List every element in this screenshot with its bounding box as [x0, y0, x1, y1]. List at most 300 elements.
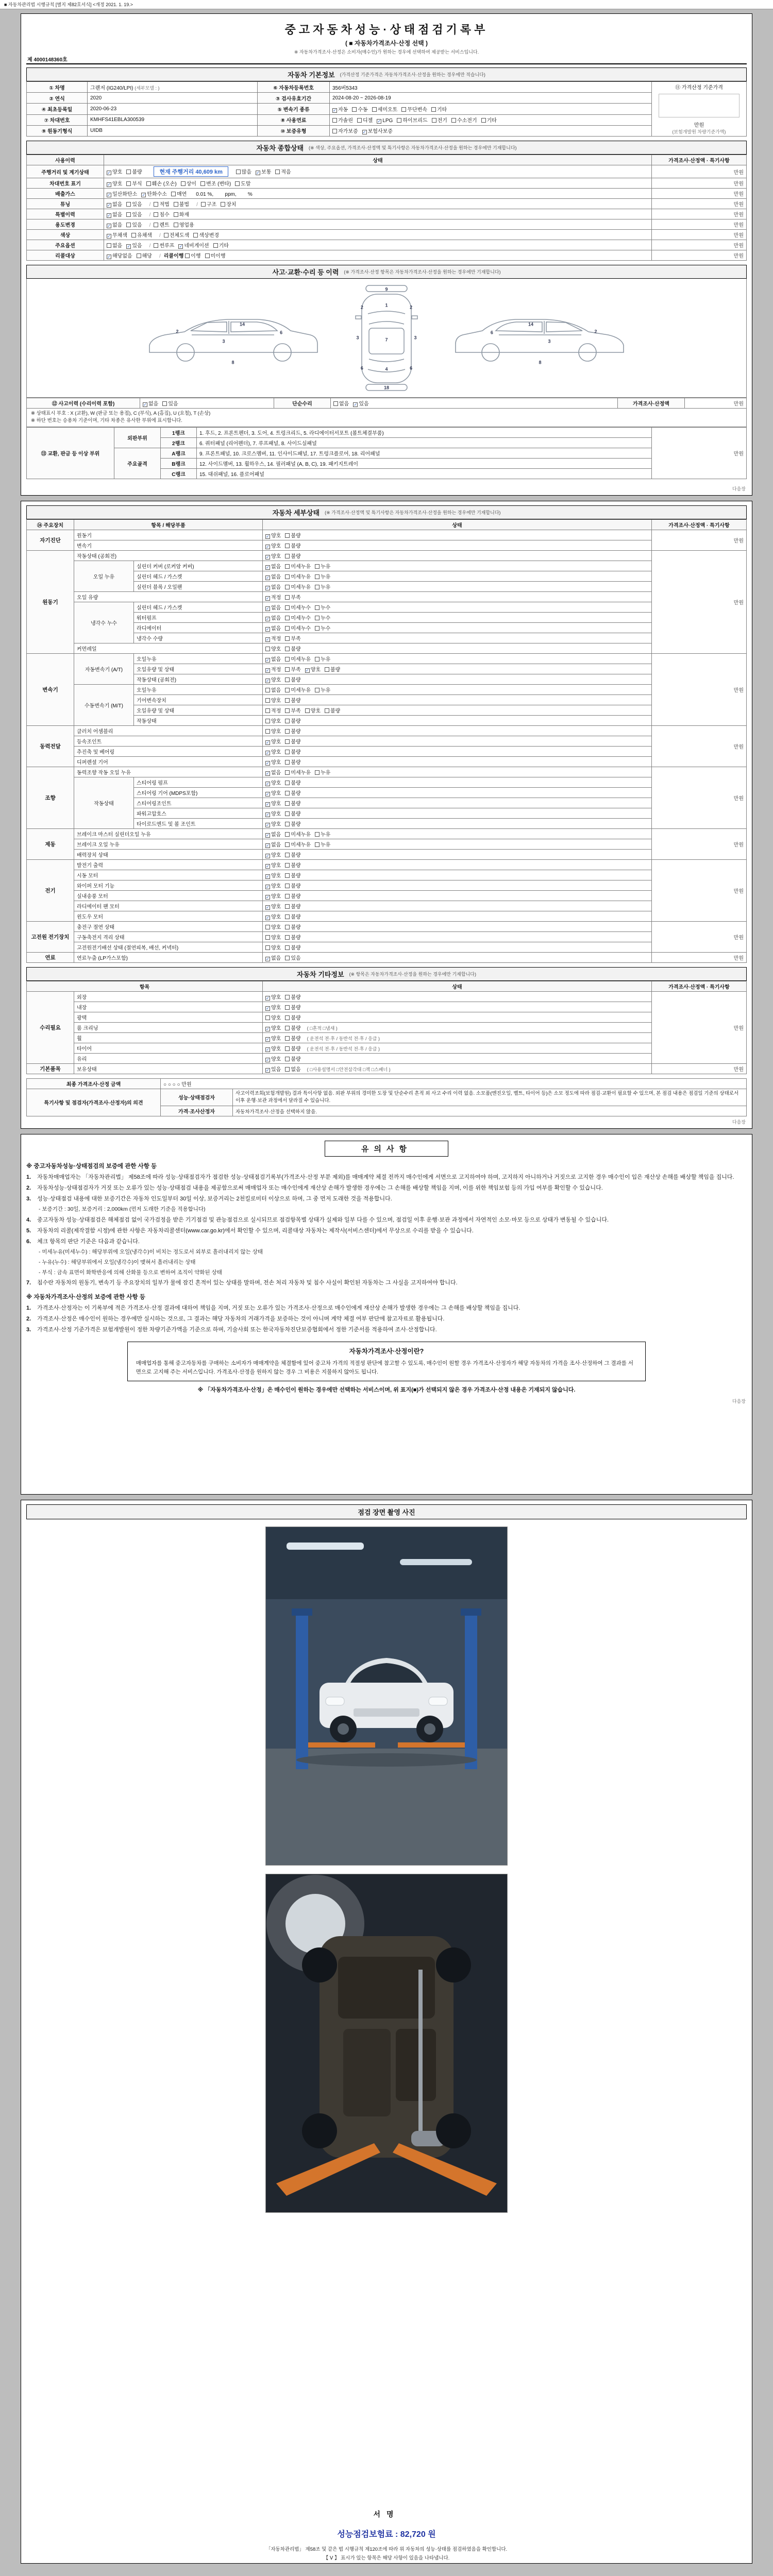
checkbox-option[interactable]: [265, 1034, 281, 1042]
checkbox-option[interactable]: [154, 200, 169, 208]
checkbox-option[interactable]: [285, 552, 300, 560]
checkbox-icon[interactable]: [372, 107, 377, 112]
checkbox-option[interactable]: [265, 706, 281, 714]
checkbox-option[interactable]: [265, 933, 281, 941]
checkbox-option[interactable]: [332, 127, 358, 134]
checkbox-option[interactable]: [432, 116, 447, 124]
checkbox-option[interactable]: [265, 665, 281, 673]
checkbox-option[interactable]: [265, 624, 281, 632]
checkbox-option[interactable]: [126, 221, 142, 228]
checkbox-icon[interactable]: [205, 253, 210, 258]
checkbox-option[interactable]: [285, 686, 311, 693]
checkbox-icon[interactable]: [332, 129, 337, 133]
checkbox-option[interactable]: [265, 727, 281, 735]
checkbox-option[interactable]: [235, 179, 250, 187]
checkbox-option[interactable]: [174, 210, 189, 218]
checkbox-icon[interactable]: [174, 212, 178, 217]
checkbox-icon[interactable]: [162, 401, 167, 406]
checkbox-icon[interactable]: [285, 914, 290, 919]
checkbox-icon[interactable]: [315, 564, 320, 569]
checkbox-option[interactable]: [285, 778, 300, 786]
checkbox-option[interactable]: [401, 105, 427, 113]
checkbox-icon[interactable]: ✓: [266, 626, 270, 632]
checkbox-icon[interactable]: [131, 233, 136, 238]
checkbox-option[interactable]: [285, 541, 300, 549]
checkbox-option[interactable]: [397, 116, 427, 124]
checkbox-option[interactable]: [162, 399, 178, 407]
checkbox-option[interactable]: [285, 1013, 300, 1021]
checkbox-option[interactable]: [265, 912, 281, 920]
checkbox-option[interactable]: [107, 221, 122, 228]
checkbox-icon[interactable]: [265, 708, 270, 713]
checkbox-icon[interactable]: ✓: [377, 119, 381, 124]
checkbox-option[interactable]: [141, 190, 167, 197]
checkbox-option[interactable]: [315, 624, 330, 632]
checkbox-option[interactable]: [481, 116, 497, 124]
checkbox-icon[interactable]: ✓: [266, 833, 270, 838]
checkbox-option[interactable]: [265, 593, 281, 601]
checkbox-icon[interactable]: [265, 945, 270, 950]
checkbox-icon[interactable]: [265, 688, 270, 692]
checkbox-icon[interactable]: [305, 708, 310, 713]
checkbox-icon[interactable]: [285, 657, 290, 662]
checkbox-icon[interactable]: [285, 544, 290, 548]
checkbox-option[interactable]: [285, 706, 300, 714]
checkbox-icon[interactable]: [285, 647, 290, 651]
checkbox-icon[interactable]: [285, 884, 290, 888]
checkbox-icon[interactable]: [126, 181, 131, 186]
checkbox-option[interactable]: [265, 993, 281, 1001]
checkbox-option[interactable]: [285, 696, 300, 704]
checkbox-icon[interactable]: [315, 832, 320, 837]
checkbox-option[interactable]: [265, 1013, 281, 1021]
checkbox-option[interactable]: [107, 251, 132, 259]
checkbox-icon[interactable]: [285, 1015, 290, 1020]
checkbox-icon[interactable]: [193, 233, 198, 238]
checkbox-option[interactable]: [265, 902, 281, 910]
checkbox-icon[interactable]: ✓: [266, 750, 270, 755]
checkbox-icon[interactable]: ✓: [266, 915, 270, 920]
checkbox-icon[interactable]: [285, 832, 290, 837]
checkbox-option[interactable]: [285, 665, 300, 673]
checkbox-option[interactable]: [285, 1055, 300, 1062]
checkbox-icon[interactable]: [285, 904, 290, 909]
checkbox-icon[interactable]: ✓: [266, 534, 270, 539]
checkbox-icon[interactable]: [137, 253, 141, 258]
checkbox-option[interactable]: [200, 179, 231, 187]
checkbox-icon[interactable]: ✓: [266, 637, 270, 642]
checkbox-option[interactable]: [305, 706, 321, 714]
checkbox-option[interactable]: [265, 1055, 281, 1062]
checkbox-icon[interactable]: [285, 822, 290, 826]
checkbox-icon[interactable]: ✓: [127, 244, 131, 249]
checkbox-icon[interactable]: [325, 667, 329, 672]
checkbox-icon[interactable]: [265, 719, 270, 723]
checkbox-option[interactable]: [265, 923, 281, 930]
checkbox-icon[interactable]: ✓: [266, 760, 270, 766]
checkbox-option[interactable]: [265, 789, 281, 796]
next-page-link[interactable]: 다음장: [732, 1399, 746, 1404]
checkbox-icon[interactable]: [332, 118, 337, 123]
checkbox-option[interactable]: [285, 727, 300, 735]
checkbox-icon[interactable]: ✓: [266, 1047, 270, 1052]
checkbox-option[interactable]: [285, 562, 311, 570]
checkbox-icon[interactable]: ✓: [266, 956, 270, 961]
checkbox-option[interactable]: [193, 231, 219, 239]
checkbox-icon[interactable]: ✓: [266, 554, 270, 560]
checkbox-option[interactable]: [131, 231, 152, 239]
checkbox-icon[interactable]: [315, 657, 320, 662]
checkbox-icon[interactable]: ✓: [266, 575, 270, 580]
checkbox-option[interactable]: [265, 809, 281, 817]
checkbox-option[interactable]: [285, 840, 311, 848]
checkbox-option[interactable]: [126, 210, 142, 218]
checkbox-option[interactable]: [265, 943, 281, 951]
checkbox-icon[interactable]: [285, 729, 290, 734]
checkbox-icon[interactable]: ✓: [266, 791, 270, 796]
checkbox-option[interactable]: [174, 221, 194, 228]
checkbox-option[interactable]: [265, 892, 281, 900]
checkbox-option[interactable]: [265, 572, 281, 580]
checkbox-option[interactable]: [265, 696, 281, 704]
checkbox-icon[interactable]: ✓: [266, 781, 270, 786]
checkbox-icon[interactable]: [164, 233, 169, 238]
checkbox-icon[interactable]: ✓: [266, 894, 270, 900]
checkbox-icon[interactable]: [285, 894, 290, 899]
checkbox-icon[interactable]: [315, 574, 320, 579]
checkbox-option[interactable]: [265, 634, 281, 642]
checkbox-icon[interactable]: ✓: [266, 565, 270, 570]
checkbox-icon[interactable]: [315, 770, 320, 775]
checkbox-option[interactable]: [372, 105, 398, 113]
checkbox-option[interactable]: [285, 737, 300, 745]
checkbox-option[interactable]: [107, 167, 122, 175]
checkbox-icon[interactable]: [315, 626, 320, 631]
checkbox-option[interactable]: [353, 399, 368, 407]
checkbox-option[interactable]: [265, 541, 281, 549]
checkbox-icon[interactable]: [174, 223, 178, 227]
checkbox-option[interactable]: [285, 758, 300, 766]
checkbox-option[interactable]: [315, 655, 330, 663]
checkbox-icon[interactable]: [285, 842, 290, 847]
checkbox-icon[interactable]: [265, 647, 270, 651]
checkbox-option[interactable]: [164, 231, 190, 239]
checkbox-option[interactable]: [315, 614, 330, 621]
checkbox-icon[interactable]: ✓: [266, 905, 270, 910]
checkbox-icon[interactable]: ✓: [256, 171, 260, 175]
checkbox-option[interactable]: [265, 717, 281, 724]
checkbox-icon[interactable]: [285, 739, 290, 744]
checkbox-option[interactable]: [146, 179, 177, 187]
checkbox-icon[interactable]: ✓: [266, 863, 270, 869]
base-price-blank[interactable]: [659, 94, 740, 117]
checkbox-icon[interactable]: ✓: [266, 606, 270, 611]
checkbox-option[interactable]: [285, 1044, 300, 1052]
checkbox-icon[interactable]: ✓: [266, 771, 270, 776]
checkbox-icon[interactable]: [285, 853, 290, 857]
checkbox-icon[interactable]: [315, 616, 320, 620]
checkbox-option[interactable]: [285, 861, 300, 869]
next-page-link[interactable]: 다음장: [732, 486, 746, 492]
checkbox-icon[interactable]: [325, 708, 329, 713]
checkbox-icon[interactable]: ✓: [266, 1057, 270, 1062]
checkbox-icon[interactable]: [285, 750, 290, 754]
checkbox-icon[interactable]: [107, 243, 111, 248]
checkbox-icon[interactable]: ✓: [266, 596, 270, 601]
checkbox-option[interactable]: [265, 851, 281, 858]
checkbox-option[interactable]: [265, 748, 281, 755]
checkbox-icon[interactable]: ✓: [333, 108, 337, 113]
checkbox-option[interactable]: [265, 562, 281, 570]
checkbox-icon[interactable]: [285, 554, 290, 558]
checkbox-option[interactable]: [265, 820, 281, 827]
checkbox-icon[interactable]: [265, 1015, 270, 1020]
checkbox-option[interactable]: [154, 210, 169, 218]
checkbox-icon[interactable]: ✓: [107, 255, 111, 259]
checkbox-icon[interactable]: [285, 719, 290, 723]
checkbox-option[interactable]: [107, 179, 122, 187]
checkbox-icon[interactable]: [431, 107, 436, 112]
checkbox-icon[interactable]: [285, 995, 290, 999]
checkbox-icon[interactable]: [481, 118, 486, 123]
checkbox-icon[interactable]: [432, 118, 436, 123]
checkbox-icon[interactable]: ✓: [107, 182, 111, 187]
checkbox-icon[interactable]: ✓: [107, 203, 111, 208]
checkbox-icon[interactable]: ✓: [362, 130, 366, 135]
checkbox-icon[interactable]: [315, 605, 320, 610]
checkbox-icon[interactable]: [285, 698, 290, 703]
checkbox-option[interactable]: [315, 686, 330, 693]
checkbox-icon[interactable]: [285, 595, 290, 600]
checkbox-icon[interactable]: [285, 667, 290, 672]
checkbox-option[interactable]: [265, 758, 281, 766]
checkbox-option[interactable]: [285, 799, 300, 807]
checkbox-icon[interactable]: ✓: [266, 1067, 270, 1073]
checkbox-option[interactable]: [265, 655, 281, 663]
checkbox-option[interactable]: [285, 614, 311, 621]
checkbox-icon[interactable]: [126, 202, 131, 207]
checkbox-option[interactable]: [285, 820, 300, 827]
checkbox-option[interactable]: [107, 190, 137, 197]
checkbox-icon[interactable]: ✓: [143, 402, 147, 407]
checkbox-icon[interactable]: [285, 688, 290, 692]
checkbox-option[interactable]: [285, 603, 311, 611]
checkbox-icon[interactable]: [285, 873, 290, 878]
checkbox-icon[interactable]: ✓: [266, 853, 270, 858]
checkbox-option[interactable]: [285, 624, 311, 632]
checkbox-icon[interactable]: ✓: [266, 802, 270, 807]
checkbox-icon[interactable]: ✓: [107, 234, 111, 239]
checkbox-option[interactable]: [126, 167, 142, 175]
checkbox-option[interactable]: [285, 717, 300, 724]
checkbox-option[interactable]: [126, 241, 142, 249]
checkbox-option[interactable]: [126, 179, 142, 187]
checkbox-option[interactable]: [236, 167, 251, 175]
checkbox-option[interactable]: [154, 221, 169, 228]
checkbox-option[interactable]: [265, 737, 281, 745]
checkbox-icon[interactable]: [315, 585, 320, 589]
checkbox-option[interactable]: [107, 241, 122, 249]
checkbox-option[interactable]: [285, 572, 311, 580]
checkbox-option[interactable]: [171, 190, 187, 197]
checkbox-option[interactable]: [285, 789, 300, 796]
checkbox-icon[interactable]: [285, 574, 290, 579]
checkbox-icon[interactable]: ✓: [266, 616, 270, 621]
checkbox-option[interactable]: [265, 861, 281, 869]
checkbox-icon[interactable]: [235, 181, 240, 186]
checkbox-icon[interactable]: [357, 118, 362, 123]
checkbox-icon[interactable]: ✓: [107, 193, 111, 197]
checkbox-option[interactable]: [265, 1024, 281, 1031]
checkbox-icon[interactable]: [285, 708, 290, 713]
checkbox-icon[interactable]: ✓: [354, 402, 358, 407]
checkbox-icon[interactable]: [126, 212, 131, 217]
checkbox-option[interactable]: [265, 614, 281, 621]
checkbox-icon[interactable]: [200, 181, 205, 186]
checkbox-icon[interactable]: ✓: [107, 213, 111, 218]
checkbox-option[interactable]: [201, 200, 216, 208]
checkbox-option[interactable]: [265, 1003, 281, 1011]
checkbox-icon[interactable]: ✓: [266, 585, 270, 590]
checkbox-icon[interactable]: [451, 118, 456, 123]
checkbox-icon[interactable]: [221, 202, 225, 207]
checkbox-icon[interactable]: [285, 677, 290, 682]
checkbox-option[interactable]: [315, 840, 330, 848]
checkbox-option[interactable]: [325, 706, 340, 714]
checkbox-option[interactable]: [285, 1003, 300, 1011]
checkbox-option[interactable]: [137, 251, 152, 259]
checkbox-option[interactable]: [265, 1044, 281, 1052]
checkbox-option[interactable]: [107, 231, 127, 239]
checkbox-icon[interactable]: [285, 636, 290, 641]
checkbox-option[interactable]: [265, 675, 281, 683]
checkbox-option[interactable]: [315, 603, 330, 611]
checkbox-option[interactable]: [285, 593, 300, 601]
checkbox-option[interactable]: [285, 892, 300, 900]
checkbox-icon[interactable]: ✓: [266, 995, 270, 1001]
checkbox-option[interactable]: [285, 923, 300, 930]
checkbox-icon[interactable]: ✓: [179, 244, 183, 249]
checkbox-option[interactable]: [333, 399, 349, 407]
checkbox-icon[interactable]: ✓: [266, 740, 270, 745]
checkbox-option[interactable]: [285, 634, 300, 642]
checkbox-icon[interactable]: [154, 243, 158, 248]
checkbox-icon[interactable]: [333, 401, 338, 406]
checkbox-option[interactable]: [315, 572, 330, 580]
checkbox-option[interactable]: [265, 768, 281, 776]
checkbox-option[interactable]: [285, 912, 300, 920]
checkbox-option[interactable]: [315, 830, 330, 838]
checkbox-option[interactable]: [431, 105, 447, 113]
checkbox-option[interactable]: [305, 665, 321, 673]
checkbox-option[interactable]: [221, 200, 236, 208]
checkbox-icon[interactable]: ✓: [266, 884, 270, 889]
checkbox-option[interactable]: [174, 200, 189, 208]
checkbox-icon[interactable]: [285, 1046, 290, 1051]
checkbox-icon[interactable]: [201, 202, 206, 207]
checkbox-option[interactable]: [285, 954, 300, 961]
checkbox-option[interactable]: [265, 603, 281, 611]
checkbox-icon[interactable]: [285, 935, 290, 940]
checkbox-option[interactable]: [265, 799, 281, 807]
checkbox-option[interactable]: [213, 241, 229, 249]
checkbox-icon[interactable]: [285, 791, 290, 795]
checkbox-option[interactable]: [181, 179, 196, 187]
checkbox-option[interactable]: [451, 116, 477, 124]
checkbox-option[interactable]: [265, 645, 281, 652]
checkbox-icon[interactable]: ✓: [142, 193, 146, 197]
checkbox-icon[interactable]: [154, 223, 158, 227]
checkbox-option[interactable]: [107, 210, 122, 218]
checkbox-icon[interactable]: [285, 616, 290, 620]
checkbox-icon[interactable]: [285, 781, 290, 785]
checkbox-option[interactable]: [205, 251, 226, 259]
checkbox-icon[interactable]: [285, 585, 290, 589]
checkbox-icon[interactable]: [174, 202, 178, 207]
checkbox-icon[interactable]: [126, 223, 131, 227]
checkbox-icon[interactable]: [146, 181, 151, 186]
checkbox-option[interactable]: [377, 118, 393, 124]
checkbox-icon[interactable]: [185, 253, 190, 258]
checkbox-icon[interactable]: ✓: [266, 544, 270, 549]
checkbox-icon[interactable]: [285, 925, 290, 929]
checkbox-icon[interactable]: ✓: [107, 224, 111, 228]
checkbox-icon[interactable]: ✓: [266, 812, 270, 817]
checkbox-option[interactable]: [275, 167, 291, 175]
checkbox-icon[interactable]: [285, 760, 290, 765]
checkbox-icon[interactable]: [285, 605, 290, 610]
checkbox-option[interactable]: [107, 200, 122, 208]
checkbox-option[interactable]: [265, 1065, 281, 1073]
checkbox-icon[interactable]: [285, 533, 290, 538]
checkbox-icon[interactable]: [285, 564, 290, 569]
checkbox-option[interactable]: [265, 686, 281, 693]
checkbox-option[interactable]: [285, 645, 300, 652]
checkbox-option[interactable]: [332, 116, 353, 124]
checkbox-option[interactable]: [285, 583, 311, 590]
checkbox-option[interactable]: [285, 1034, 300, 1042]
checkbox-icon[interactable]: [154, 212, 158, 217]
checkbox-icon[interactable]: [285, 1057, 290, 1061]
checkbox-option[interactable]: [178, 241, 209, 249]
checkbox-icon[interactable]: [285, 1005, 290, 1010]
checkbox-option[interactable]: [143, 399, 158, 407]
checkbox-option[interactable]: [357, 116, 373, 124]
checkbox-option[interactable]: [185, 251, 200, 259]
checkbox-icon[interactable]: [265, 925, 270, 929]
checkbox-option[interactable]: [265, 583, 281, 590]
checkbox-icon[interactable]: [126, 170, 131, 174]
checkbox-icon[interactable]: [315, 688, 320, 692]
checkbox-option[interactable]: [285, 1065, 300, 1073]
checkbox-icon[interactable]: [401, 107, 406, 112]
checkbox-option[interactable]: [265, 830, 281, 838]
checkbox-option[interactable]: [265, 840, 281, 848]
checkbox-icon[interactable]: [352, 107, 357, 112]
checkbox-option[interactable]: [285, 655, 311, 663]
checkbox-option[interactable]: [315, 768, 330, 776]
checkbox-icon[interactable]: [236, 170, 241, 174]
checkbox-icon[interactable]: [265, 729, 270, 734]
checkbox-option[interactable]: [285, 882, 300, 889]
checkbox-icon[interactable]: [265, 698, 270, 703]
checkbox-icon[interactable]: [171, 192, 176, 196]
checkbox-option[interactable]: [154, 241, 174, 249]
checkbox-icon[interactable]: ✓: [266, 678, 270, 683]
checkbox-icon[interactable]: [285, 811, 290, 816]
checkbox-option[interactable]: [285, 830, 311, 838]
checkbox-icon[interactable]: [285, 770, 290, 775]
